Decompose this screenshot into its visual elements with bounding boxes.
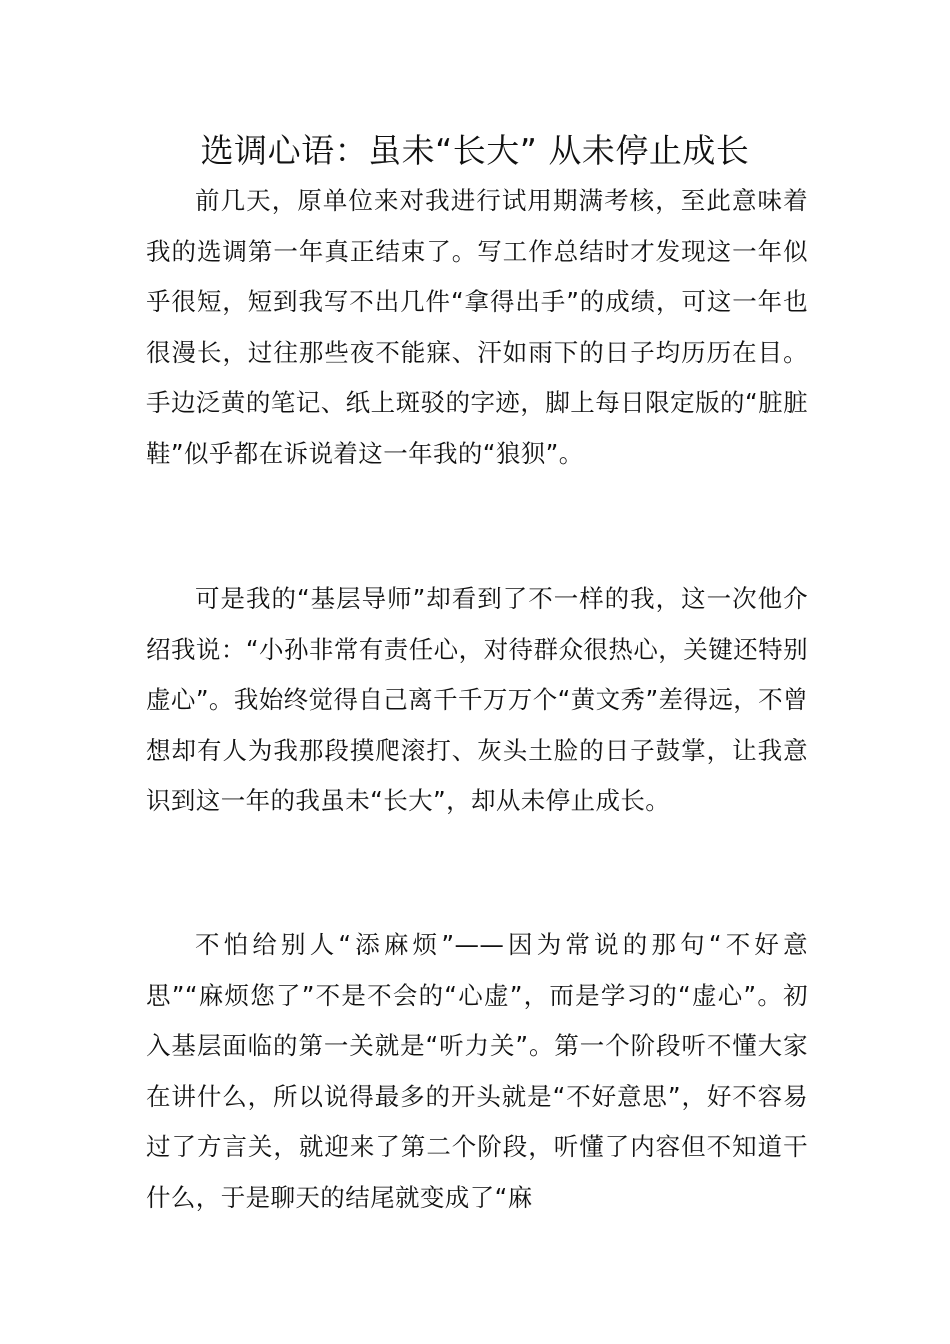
document-title: 选调心语：虽未“长大” 从未停止成长 <box>200 131 750 170</box>
paragraph-1: 前几天，原单位来对我进行试用期满考核，至此意味着我的选调第一年真正结束了。写工作总结时才发现这一年似乎很短，短到我写不出几件“拿得出手”的成绩，可这一年也很漫长，过往那些夜不能寐、汗如雨下的日子均历历在目。手边泛黄的笔记、纸上斑驳的字迹，脚上每日限定版的“脏脏鞋”似乎都在诉说着这一年我的“狼狈”。 <box>146 186 808 468</box>
paragraph-3: 不怕给别人“添麻烦”——因为常说的那句“不好意思”“麻烦您了”不是不会的“心虚”，而是学习的“虚心”。初入基层面临的第一关就是“听力关”。第一个阶段听不懂大家在讲什么，所以说得最多的开头就是“不好意思”，好不容易过了方言关，就迎来了第二个阶段，听懂了内容但不知道干什么，于是聊天的结尾就变成了“麻 <box>146 930 808 1212</box>
paragraph-2: 可是我的“基层导师”却看到了不一样的我，这一次他介绍我说：“小孙非常有责任心，对待群众很热心，关键还特别虚心”。我始终觉得自己离千千万万个“黄文秀”差得远，不曾想却有人为我那段摸爬滚打、灰头土脸的日子鼓掌，让我意识到这一年的我虽未“长大”，却从未停止成长。 <box>146 584 808 815</box>
